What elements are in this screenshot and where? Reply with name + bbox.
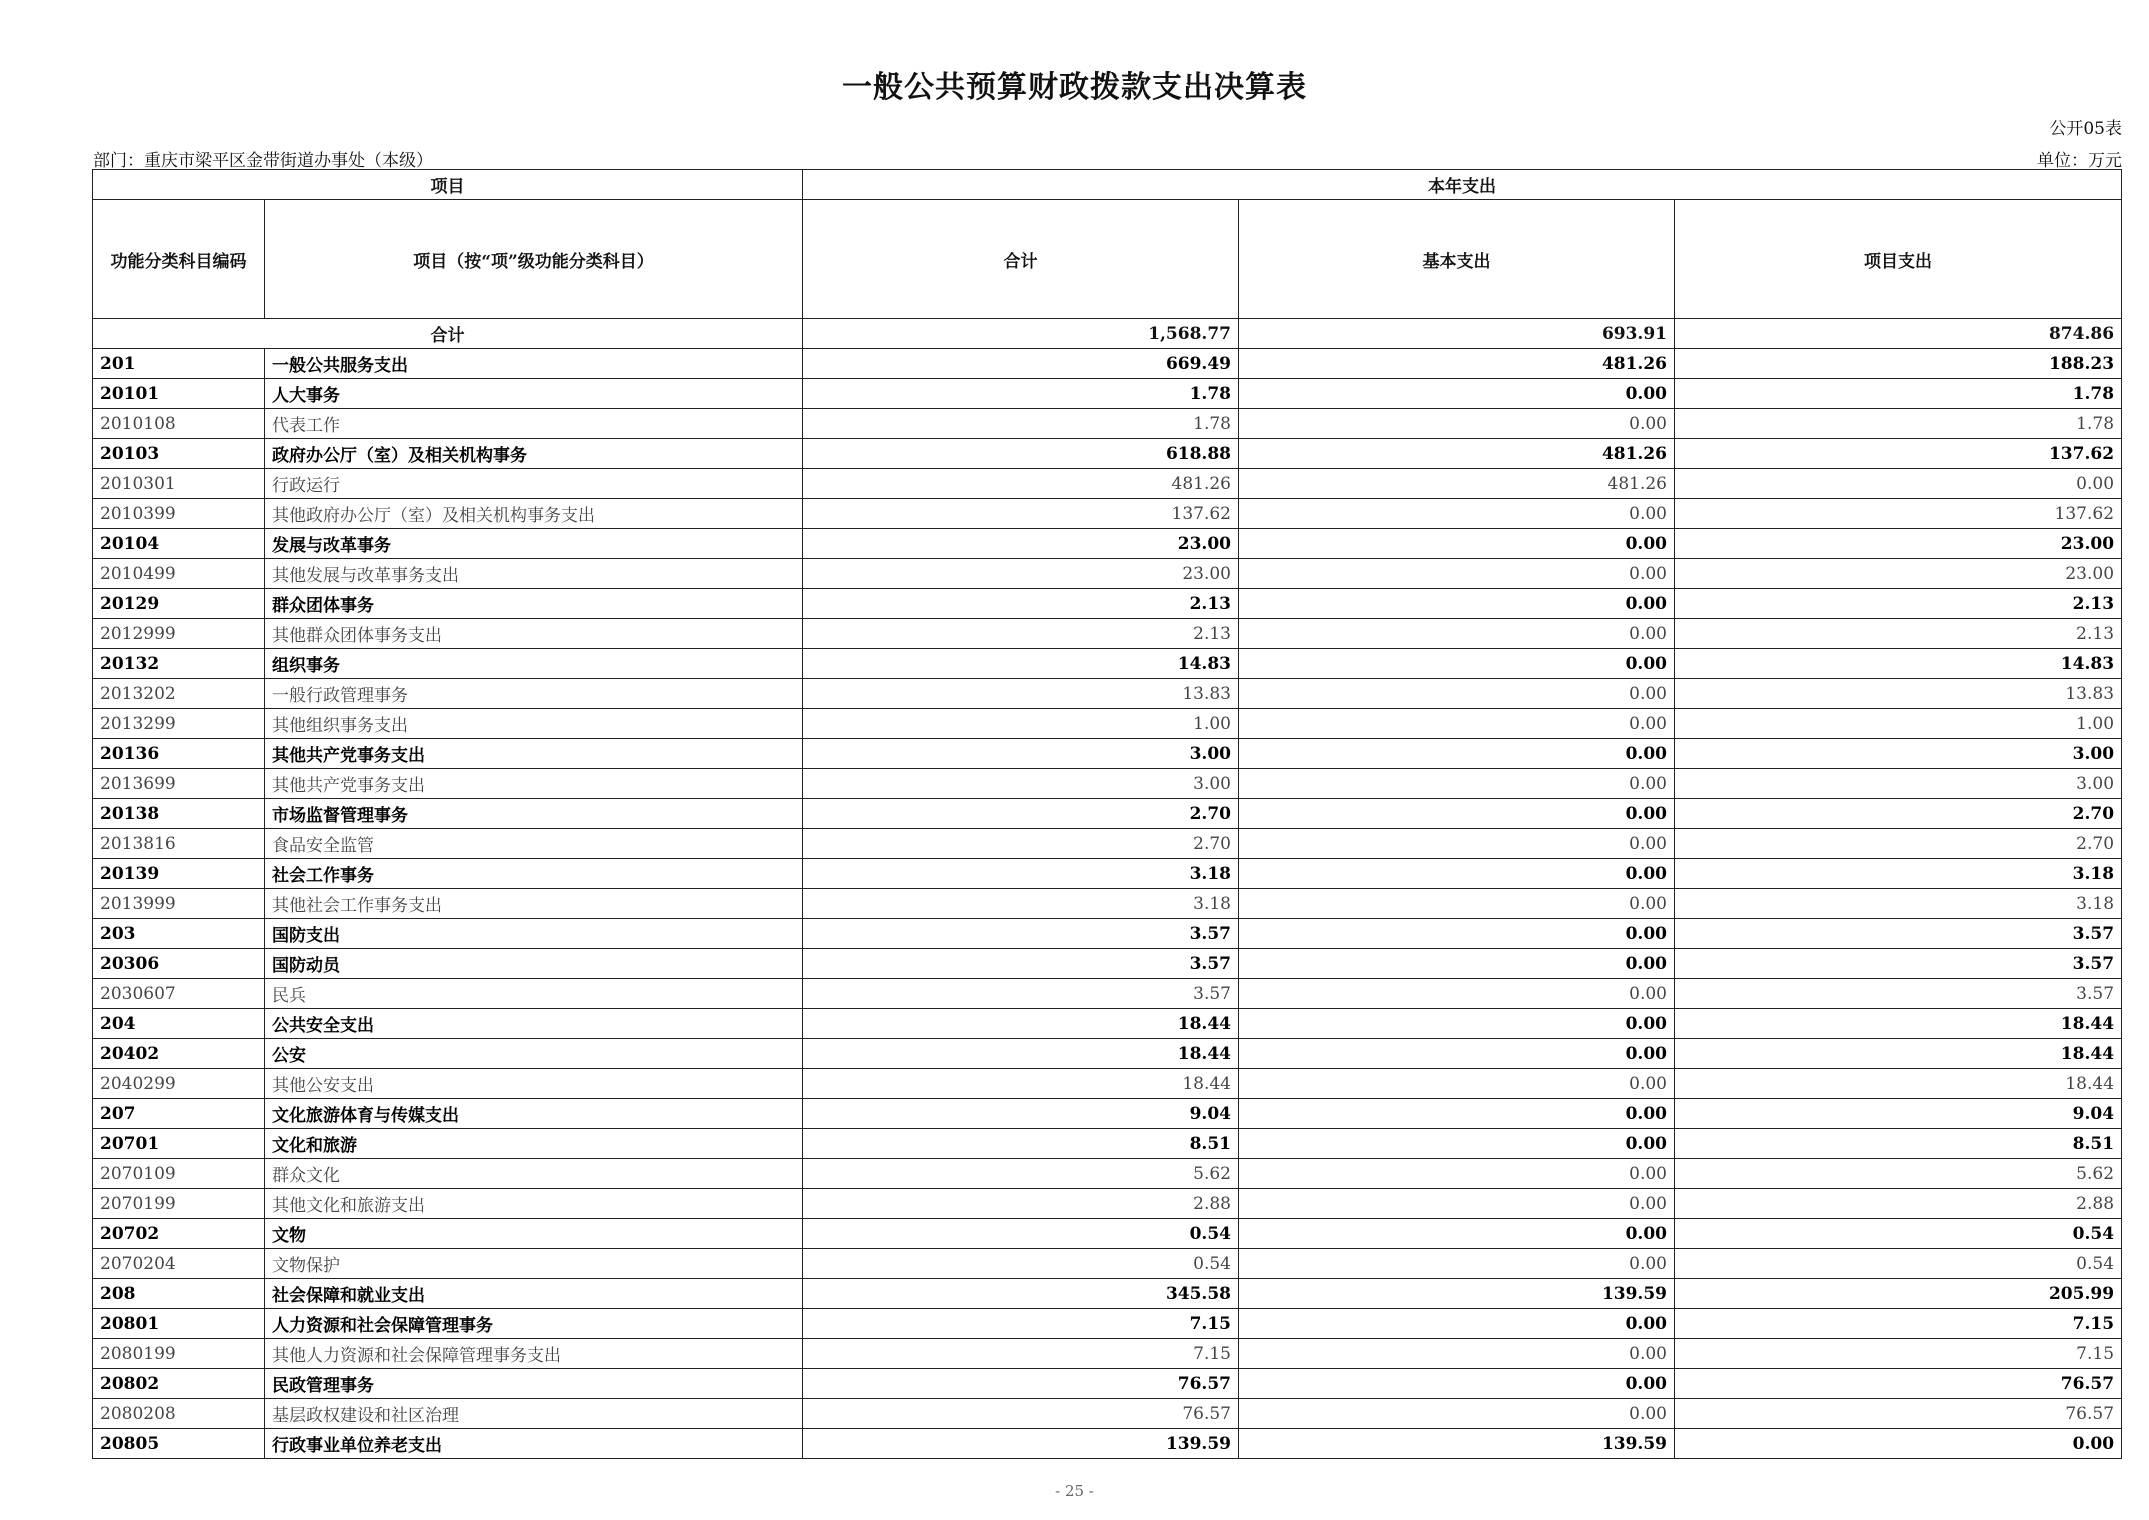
row-code: 204 (93, 1009, 265, 1039)
row-total: 13.83 (803, 679, 1239, 709)
table-row (93, 1249, 2122, 1279)
row-code: 20103 (93, 439, 265, 469)
row-total: 2.13 (803, 589, 1239, 619)
row-total: 618.88 (803, 439, 1239, 469)
row-basic: 0.00 (1239, 619, 1675, 649)
row-total: 7.15 (803, 1339, 1239, 1369)
row-code: 20104 (93, 529, 265, 559)
row-basic: 0.00 (1239, 859, 1675, 889)
row-name: 食品安全监管 (265, 829, 803, 859)
table-row (93, 829, 2122, 859)
row-project: 9.04 (1675, 1099, 2122, 1129)
total-row (93, 319, 2122, 349)
row-project: 3.18 (1675, 859, 2122, 889)
row-total: 481.26 (803, 469, 1239, 499)
row-basic: 0.00 (1239, 559, 1675, 589)
row-total: 3.57 (803, 949, 1239, 979)
row-code: 2013999 (93, 889, 265, 919)
row-name: 公共安全支出 (265, 1009, 803, 1039)
row-basic: 0.00 (1239, 649, 1675, 679)
row-name: 市场监督管理事务 (265, 799, 803, 829)
row-total: 2.13 (803, 619, 1239, 649)
row-total: 76.57 (803, 1399, 1239, 1429)
row-code: 2010499 (93, 559, 265, 589)
row-project: 76.57 (1675, 1399, 2122, 1429)
row-project: 18.44 (1675, 1039, 2122, 1069)
row-code: 2080199 (93, 1339, 265, 1369)
row-project: 3.57 (1675, 919, 2122, 949)
table-row (93, 799, 2122, 829)
row-basic: 0.00 (1239, 889, 1675, 919)
page-number: - 25 - (1055, 1482, 1094, 1500)
row-total: 3.00 (803, 739, 1239, 769)
table-row (93, 1279, 2122, 1309)
row-name: 一般行政管理事务 (265, 679, 803, 709)
row-total: 23.00 (803, 559, 1239, 589)
row-basic: 0.00 (1239, 709, 1675, 739)
table-row (93, 949, 2122, 979)
row-total: 3.00 (803, 769, 1239, 799)
row-code: 20402 (93, 1039, 265, 1069)
row-total: 345.58 (803, 1279, 1239, 1309)
row-basic: 0.00 (1239, 499, 1675, 529)
row-total: 14.83 (803, 649, 1239, 679)
table-row (93, 649, 2122, 679)
row-code: 20129 (93, 589, 265, 619)
table-row (93, 529, 2122, 559)
row-name: 国防支出 (265, 919, 803, 949)
table-row (93, 1099, 2122, 1129)
row-name: 其他文化和旅游支出 (265, 1189, 803, 1219)
row-name: 文化和旅游 (265, 1129, 803, 1159)
row-project: 7.15 (1675, 1309, 2122, 1339)
row-project: 137.62 (1675, 439, 2122, 469)
row-total: 18.44 (803, 1069, 1239, 1099)
row-project: 188.23 (1675, 349, 2122, 379)
header-total: 合计 (803, 200, 1239, 319)
row-code: 2080208 (93, 1399, 265, 1429)
row-project: 14.83 (1675, 649, 2122, 679)
table-row (93, 499, 2122, 529)
row-basic: 0.00 (1239, 1309, 1675, 1339)
header-current-year: 本年支出 (803, 170, 2122, 200)
row-code: 2012999 (93, 619, 265, 649)
department-label: 部门：重庆市梁平区金带街道办事处（本级） (93, 151, 433, 171)
table-row (93, 889, 2122, 919)
header-row-2 (93, 200, 2122, 319)
row-code: 2010399 (93, 499, 265, 529)
table-row (93, 619, 2122, 649)
row-project: 3.00 (1675, 739, 2122, 769)
row-basic: 0.00 (1239, 769, 1675, 799)
row-total: 3.57 (803, 979, 1239, 1009)
row-total: 9.04 (803, 1099, 1239, 1129)
table-row (93, 1069, 2122, 1099)
table-row (93, 1429, 2122, 1459)
row-basic: 0.00 (1239, 679, 1675, 709)
row-name: 代表工作 (265, 409, 803, 439)
row-total: 5.62 (803, 1159, 1239, 1189)
row-project: 76.57 (1675, 1369, 2122, 1399)
table-row (93, 919, 2122, 949)
row-basic: 0.00 (1239, 529, 1675, 559)
row-total: 1.78 (803, 379, 1239, 409)
row-code: 20805 (93, 1429, 265, 1459)
row-project: 13.83 (1675, 679, 2122, 709)
row-project: 2.13 (1675, 589, 2122, 619)
header-item: 项目 (93, 170, 803, 200)
row-basic: 0.00 (1239, 1159, 1675, 1189)
row-basic: 0.00 (1239, 829, 1675, 859)
row-code: 20101 (93, 379, 265, 409)
table-row (93, 379, 2122, 409)
row-name: 政府办公厅（室）及相关机构事务 (265, 439, 803, 469)
row-code: 2070199 (93, 1189, 265, 1219)
row-code: 2010301 (93, 469, 265, 499)
row-project: 18.44 (1675, 1009, 2122, 1039)
row-project: 23.00 (1675, 529, 2122, 559)
row-total: 2.88 (803, 1189, 1239, 1219)
row-project: 2.70 (1675, 829, 2122, 859)
row-code: 20802 (93, 1369, 265, 1399)
table-row (93, 859, 2122, 889)
row-total: 1.78 (803, 409, 1239, 439)
table-row (93, 1189, 2122, 1219)
table-row (93, 1039, 2122, 1069)
row-basic: 0.00 (1239, 919, 1675, 949)
row-total: 3.18 (803, 889, 1239, 919)
row-basic: 0.00 (1239, 979, 1675, 1009)
row-name: 群众文化 (265, 1159, 803, 1189)
table-row (93, 679, 2122, 709)
header-row-1 (93, 170, 2122, 200)
total-basic: 693.91 (1239, 319, 1675, 349)
total-project: 874.86 (1675, 319, 2122, 349)
row-basic: 0.00 (1239, 1099, 1675, 1129)
row-code: 201 (93, 349, 265, 379)
table-row (93, 469, 2122, 499)
row-name: 民兵 (265, 979, 803, 1009)
table-row (93, 1129, 2122, 1159)
row-basic: 0.00 (1239, 739, 1675, 769)
row-project: 1.78 (1675, 409, 2122, 439)
table-row (93, 1219, 2122, 1249)
row-code: 2013699 (93, 769, 265, 799)
row-name: 其他共产党事务支出 (265, 769, 803, 799)
row-basic: 139.59 (1239, 1429, 1675, 1459)
header-project: 项目支出 (1675, 200, 2122, 319)
row-total: 23.00 (803, 529, 1239, 559)
row-project: 23.00 (1675, 559, 2122, 589)
table-row (93, 979, 2122, 1009)
row-code: 2070204 (93, 1249, 265, 1279)
row-name: 其他发展与改革事务支出 (265, 559, 803, 589)
total-label: 合计 (93, 319, 803, 349)
row-basic: 0.00 (1239, 1069, 1675, 1099)
row-basic: 0.00 (1239, 1009, 1675, 1039)
row-code: 20136 (93, 739, 265, 769)
row-name: 其他组织事务支出 (265, 709, 803, 739)
row-name: 社会工作事务 (265, 859, 803, 889)
total-amount: 1,568.77 (803, 319, 1239, 349)
row-name: 基层政权建设和社区治理 (265, 1399, 803, 1429)
row-total: 1.00 (803, 709, 1239, 739)
row-total: 137.62 (803, 499, 1239, 529)
header-name: 项目（按“项”级功能分类科目） (265, 200, 803, 319)
page-title: 一般公共预算财政拨款支出决算表 (842, 70, 1307, 105)
row-total: 2.70 (803, 799, 1239, 829)
table-row (93, 1309, 2122, 1339)
table-row (93, 589, 2122, 619)
expenditure-table (92, 169, 2122, 1459)
row-basic: 0.00 (1239, 1339, 1675, 1369)
row-total: 7.15 (803, 1309, 1239, 1339)
row-basic: 0.00 (1239, 589, 1675, 619)
row-code: 208 (93, 1279, 265, 1309)
header-code: 功能分类科目编码 (93, 200, 265, 319)
table-row (93, 1159, 2122, 1189)
row-name: 其他人力资源和社会保障管理事务支出 (265, 1339, 803, 1369)
row-project: 5.62 (1675, 1159, 2122, 1189)
table-row (93, 409, 2122, 439)
row-basic: 481.26 (1239, 349, 1675, 379)
table-row (93, 1399, 2122, 1429)
row-name: 人大事务 (265, 379, 803, 409)
row-basic: 481.26 (1239, 439, 1675, 469)
row-name: 其他政府办公厅（室）及相关机构事务支出 (265, 499, 803, 529)
row-name: 民政管理事务 (265, 1369, 803, 1399)
row-project: 3.00 (1675, 769, 2122, 799)
row-name: 文物保护 (265, 1249, 803, 1279)
row-name: 公安 (265, 1039, 803, 1069)
row-total: 76.57 (803, 1369, 1239, 1399)
form-number: 公开05表 (2049, 119, 2122, 139)
row-code: 2030607 (93, 979, 265, 1009)
table-row (93, 349, 2122, 379)
row-total: 139.59 (803, 1429, 1239, 1459)
table-row (93, 709, 2122, 739)
row-name: 其他共产党事务支出 (265, 739, 803, 769)
row-project: 205.99 (1675, 1279, 2122, 1309)
row-project: 18.44 (1675, 1069, 2122, 1099)
row-code: 20132 (93, 649, 265, 679)
row-basic: 0.00 (1239, 1249, 1675, 1279)
table-row (93, 739, 2122, 769)
row-name: 组织事务 (265, 649, 803, 679)
row-basic: 0.00 (1239, 409, 1675, 439)
row-name: 发展与改革事务 (265, 529, 803, 559)
row-project: 8.51 (1675, 1129, 2122, 1159)
row-project: 0.54 (1675, 1219, 2122, 1249)
row-code: 2010108 (93, 409, 265, 439)
row-code: 2013299 (93, 709, 265, 739)
row-name: 人力资源和社会保障管理事务 (265, 1309, 803, 1339)
row-code: 20702 (93, 1219, 265, 1249)
row-basic: 0.00 (1239, 799, 1675, 829)
row-code: 207 (93, 1099, 265, 1129)
table-body (93, 319, 2122, 1459)
row-code: 2013816 (93, 829, 265, 859)
row-code: 203 (93, 919, 265, 949)
table-row (93, 1369, 2122, 1399)
row-basic: 481.26 (1239, 469, 1675, 499)
row-name: 文化旅游体育与传媒支出 (265, 1099, 803, 1129)
row-name: 其他公安支出 (265, 1069, 803, 1099)
row-name: 其他群众团体事务支出 (265, 619, 803, 649)
row-code: 20139 (93, 859, 265, 889)
table-row (93, 1339, 2122, 1369)
row-name: 文物 (265, 1219, 803, 1249)
row-project: 0.00 (1675, 469, 2122, 499)
row-name: 行政运行 (265, 469, 803, 499)
row-basic: 0.00 (1239, 1369, 1675, 1399)
row-total: 0.54 (803, 1249, 1239, 1279)
table-row (93, 439, 2122, 469)
unit-label: 单位：万元 (2037, 151, 2122, 171)
row-basic: 0.00 (1239, 1039, 1675, 1069)
row-name: 其他社会工作事务支出 (265, 889, 803, 919)
row-basic: 0.00 (1239, 379, 1675, 409)
row-name: 国防动员 (265, 949, 803, 979)
row-project: 0.54 (1675, 1249, 2122, 1279)
row-code: 20138 (93, 799, 265, 829)
table-row (93, 1009, 2122, 1039)
row-project: 137.62 (1675, 499, 2122, 529)
row-code: 2013202 (93, 679, 265, 709)
row-total: 18.44 (803, 1039, 1239, 1069)
row-code: 2070109 (93, 1159, 265, 1189)
row-code: 20701 (93, 1129, 265, 1159)
table-row (93, 559, 2122, 589)
row-basic: 0.00 (1239, 1219, 1675, 1249)
table-row (93, 769, 2122, 799)
row-basic: 0.00 (1239, 1399, 1675, 1429)
row-project: 3.57 (1675, 979, 2122, 1009)
row-project: 2.13 (1675, 619, 2122, 649)
row-project: 3.18 (1675, 889, 2122, 919)
row-basic: 0.00 (1239, 1189, 1675, 1219)
row-project: 2.70 (1675, 799, 2122, 829)
row-total: 3.18 (803, 859, 1239, 889)
row-basic: 0.00 (1239, 949, 1675, 979)
row-total: 18.44 (803, 1009, 1239, 1039)
row-code: 20306 (93, 949, 265, 979)
row-name: 一般公共服务支出 (265, 349, 803, 379)
row-name: 行政事业单位养老支出 (265, 1429, 803, 1459)
row-basic: 0.00 (1239, 1129, 1675, 1159)
row-total: 669.49 (803, 349, 1239, 379)
row-total: 8.51 (803, 1129, 1239, 1159)
row-code: 20801 (93, 1309, 265, 1339)
row-project: 2.88 (1675, 1189, 2122, 1219)
row-project: 1.00 (1675, 709, 2122, 739)
row-total: 0.54 (803, 1219, 1239, 1249)
row-code: 2040299 (93, 1069, 265, 1099)
row-basic: 139.59 (1239, 1279, 1675, 1309)
row-project: 7.15 (1675, 1339, 2122, 1369)
row-project: 3.57 (1675, 949, 2122, 979)
row-project: 1.78 (1675, 379, 2122, 409)
header-basic: 基本支出 (1239, 200, 1675, 319)
row-total: 2.70 (803, 829, 1239, 859)
row-project: 0.00 (1675, 1429, 2122, 1459)
row-name: 群众团体事务 (265, 589, 803, 619)
row-total: 3.57 (803, 919, 1239, 949)
row-name: 社会保障和就业支出 (265, 1279, 803, 1309)
